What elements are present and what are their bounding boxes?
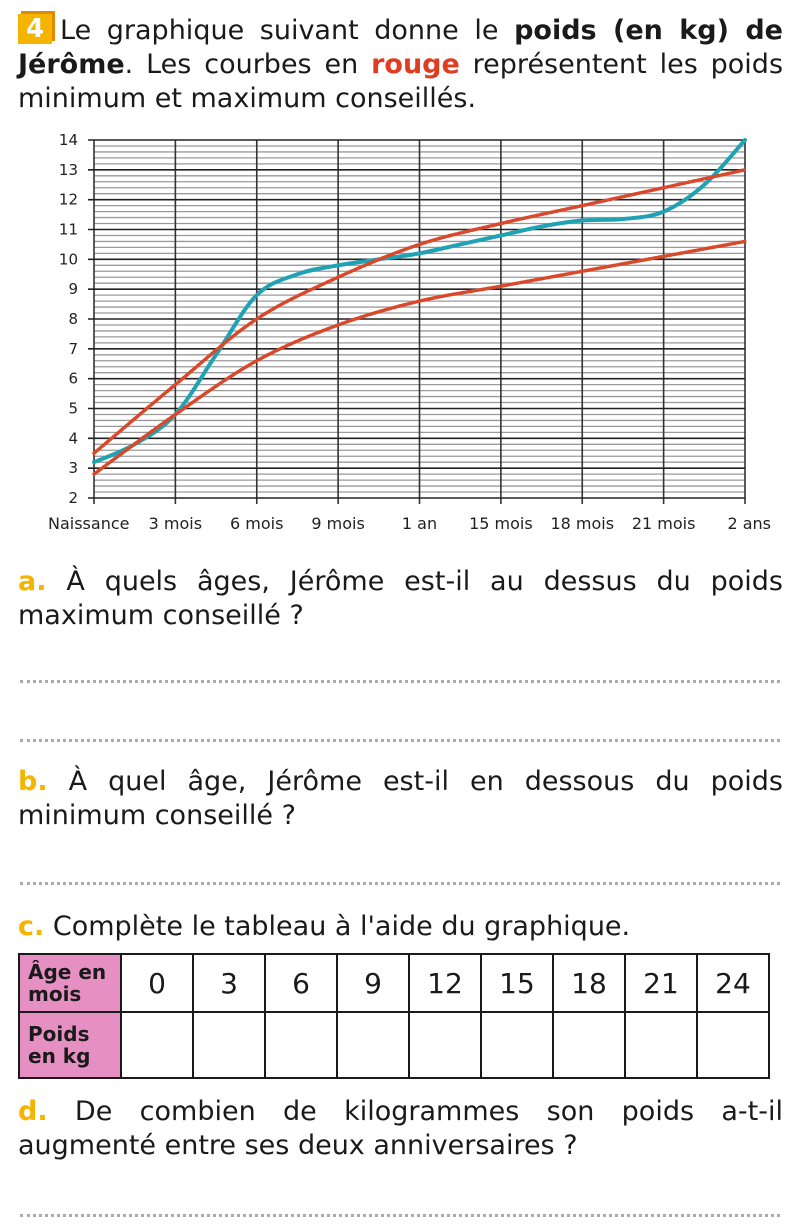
question-d: [18, 1095, 783, 1163]
y-tick-label: 5: [68, 399, 78, 418]
answer-line-b[interactable]: [20, 882, 780, 885]
intro-red-word: rouge: [371, 49, 460, 80]
question-b-label: b.: [18, 766, 48, 797]
age-cell: 3: [193, 954, 265, 1012]
x-tick-label: 3 mois: [148, 514, 203, 533]
x-tick-label: 18 mois: [550, 514, 615, 533]
x-tick-label: 6 mois: [230, 514, 284, 533]
weight-answer-cell[interactable]: [265, 1012, 337, 1078]
question-c: [18, 910, 783, 944]
age-cell: 0: [121, 954, 193, 1012]
x-tick-label: 1 an: [401, 514, 438, 533]
y-tick-label: 13: [58, 160, 78, 179]
y-tick-label: 14: [58, 131, 78, 149]
answer-line-d[interactable]: [20, 1214, 780, 1217]
age-cell: 9: [337, 954, 409, 1012]
x-tick-labels: [48, 514, 771, 533]
y-tick-label: 11: [58, 220, 78, 239]
answer-line-a2[interactable]: [20, 739, 780, 742]
age-cell: 21: [625, 954, 697, 1012]
table-header-age: Âge en mois: [19, 954, 121, 1012]
weight-answer-cell[interactable]: [625, 1012, 697, 1078]
question-a-label: a.: [18, 566, 47, 597]
exercise-number-badge: 4: [18, 14, 52, 44]
intro-text-3: représentent les poids minimum et maximum conseillés.: [18, 49, 784, 114]
exercise-intro: [18, 14, 783, 116]
answer-line-a1[interactable]: [20, 680, 780, 683]
weight-answer-cell[interactable]: [481, 1012, 553, 1078]
y-tick-label: 2: [68, 489, 78, 507]
weight-answer-cell[interactable]: [337, 1012, 409, 1078]
age-cell: 6: [265, 954, 337, 1012]
age-cell: 15: [481, 954, 553, 1012]
y-tick-label: 10: [58, 250, 78, 269]
age-weight-table: [18, 953, 770, 1079]
y-tick-label: 4: [68, 429, 78, 448]
weight-answer-cell[interactable]: [409, 1012, 481, 1078]
y-tick-label: 3: [68, 459, 78, 478]
x-tick-label: 21 mois: [631, 514, 696, 533]
chart-grid: [88, 140, 745, 504]
table-header-weight: Poids en kg: [19, 1012, 121, 1078]
age-cell: 24: [697, 954, 769, 1012]
weight-answer-cell[interactable]: [121, 1012, 193, 1078]
y-tick-label: 7: [68, 339, 78, 358]
table-row-age: [19, 954, 769, 1012]
x-tick-label: 2 ans: [727, 514, 771, 533]
age-cell: 18: [553, 954, 625, 1012]
weight-answer-cell[interactable]: [553, 1012, 625, 1078]
y-tick-labels: [59, 131, 78, 507]
table-row-weight: [19, 1012, 769, 1078]
intro-bold-text: poids (en kg) de Jérôme: [18, 15, 783, 80]
age-cell: 12: [409, 954, 481, 1012]
question-b-text: À quel âge, Jérôme est-il en dessous du poids minimum conseillé ?: [18, 766, 783, 831]
y-tick-label: 12: [58, 190, 78, 209]
question-d-text: De combien de kilogrammes son poids a-t-il augmenté entre ses deux anniversaires ?: [18, 1096, 783, 1161]
question-a: [18, 565, 783, 633]
intro-text-2: . Les courbes en: [124, 49, 372, 80]
weight-chart: [0, 125, 803, 550]
question-d-label: d.: [18, 1096, 48, 1127]
question-b: [18, 765, 783, 833]
y-tick-label: 6: [68, 369, 78, 388]
question-c-label: c.: [18, 911, 45, 942]
x-tick-label: 15 mois: [469, 514, 533, 533]
intro-text-1: Le graphique suivant donne le: [60, 15, 515, 46]
question-a-text: À quels âges, Jérôme est-il au dessus du poids maximum conseillé ?: [18, 566, 783, 631]
weight-answer-cell[interactable]: [193, 1012, 265, 1078]
weight-answer-cell[interactable]: [697, 1012, 769, 1078]
x-tick-label: 9 mois: [311, 514, 365, 533]
question-c-text: Complète le tableau à l'aide du graphique.: [52, 911, 631, 942]
y-tick-label: 9: [68, 280, 78, 299]
x-tick-label: Naissance: [48, 514, 130, 533]
y-tick-label: 8: [68, 310, 78, 328]
